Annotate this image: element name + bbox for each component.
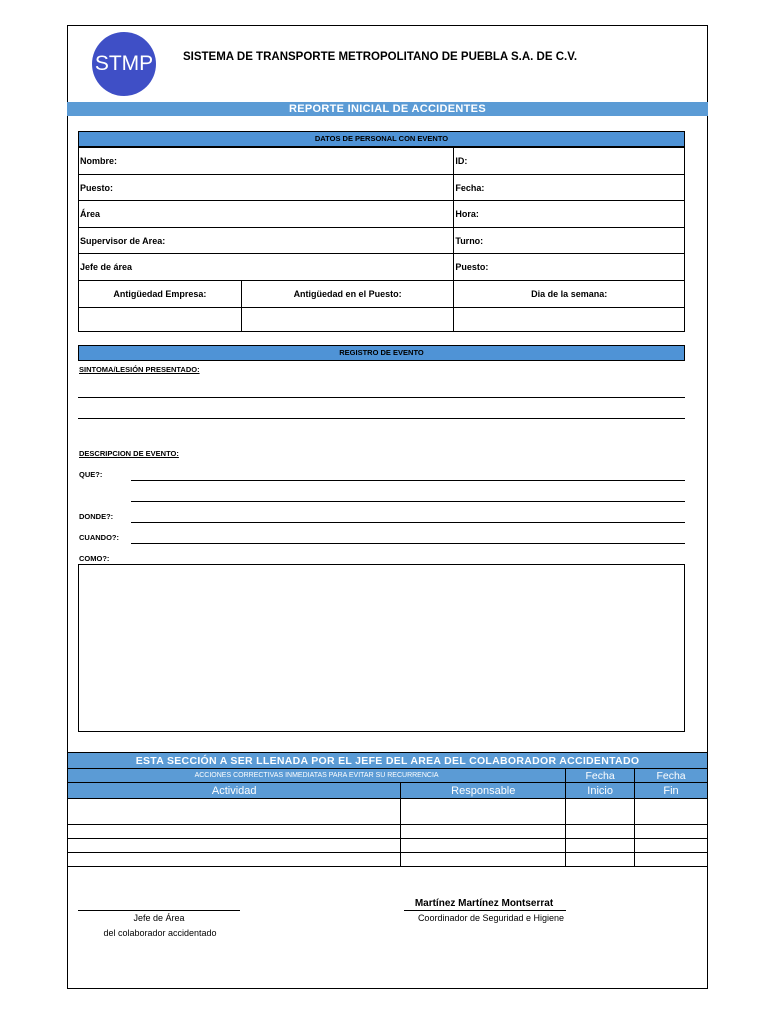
field-fecha[interactable]: Fecha: xyxy=(454,175,685,201)
donde-line[interactable] xyxy=(131,522,685,523)
antiguedad-empresa-input[interactable] xyxy=(79,308,242,332)
company-name: SISTEMA DE TRANSPORTE METROPOLITANO DE PUEBLA S.A. DE C.V. xyxy=(183,51,578,63)
responsable-cell[interactable] xyxy=(401,825,566,839)
registro-section-heading: REGISTRO DE EVENTO xyxy=(78,345,685,361)
actividad-header: Actividad xyxy=(68,783,401,799)
coordinator-role: Coordinador de Seguridad e Higiene xyxy=(417,913,565,923)
sintoma-line-2[interactable] xyxy=(78,418,685,419)
jefe-section-heading: ESTA SECCIÓN A SER LLENADA POR EL JEFE DEL AREA DEL COLABORADOR ACCIDENTADO xyxy=(68,753,708,769)
sintoma-line-1[interactable] xyxy=(78,397,685,398)
donde-label: DONDE?: xyxy=(79,512,114,521)
report-title: REPORTE INICIAL DE ACCIDENTES xyxy=(67,102,708,116)
field-hora[interactable]: Hora: xyxy=(454,201,685,228)
inicio-cell[interactable] xyxy=(566,853,635,867)
acciones-correctivas-table xyxy=(67,752,708,867)
que-line-1[interactable] xyxy=(131,480,685,481)
fin-cell[interactable] xyxy=(635,853,708,867)
fecha-inicio-header: Fecha xyxy=(566,769,635,783)
field-supervisor[interactable]: Supervisor de Area: xyxy=(79,228,454,254)
actividad-cell[interactable] xyxy=(68,839,401,853)
fecha-fin-header: Fecha xyxy=(635,769,708,783)
inicio-cell[interactable] xyxy=(566,825,635,839)
antiguedad-puesto-input[interactable] xyxy=(241,308,454,332)
field-puesto-2[interactable]: Puesto: xyxy=(454,254,685,281)
como-label: COMO?: xyxy=(79,554,110,563)
coordinator-name: Martínez Martínez Montserrat xyxy=(414,898,554,909)
cuando-line[interactable] xyxy=(131,543,685,544)
acciones-subheading: ACCIONES CORRECTIVAS INMEDIATAS PARA EVITAR SU RECURRENCIA xyxy=(68,769,566,783)
field-nombre[interactable]: Nombre: xyxy=(79,148,454,175)
fin-cell[interactable] xyxy=(635,825,708,839)
jefe-signature-sublabel: del colaborador accidentado xyxy=(103,928,217,938)
personal-section-heading: DATOS DE PERSONAL CON EVENTO xyxy=(78,131,685,147)
fin-cell[interactable] xyxy=(635,799,708,825)
coordinator-signature-line[interactable] xyxy=(404,910,566,911)
responsable-header: Responsable xyxy=(401,783,566,799)
stmp-logo: STMP xyxy=(92,32,156,96)
field-turno[interactable]: Turno: xyxy=(454,228,685,254)
table-row xyxy=(68,853,708,867)
personal-table xyxy=(78,147,685,281)
table-row xyxy=(68,825,708,839)
field-area[interactable]: Área xyxy=(79,201,454,228)
antiguedad-table xyxy=(78,280,685,332)
descripcion-label: DESCRIPCION DE EVENTO: xyxy=(79,449,179,458)
field-puesto[interactable]: Puesto: xyxy=(79,175,454,201)
field-id[interactable]: ID: xyxy=(454,148,685,175)
jefe-signature-line[interactable] xyxy=(78,910,240,911)
field-jefe-area[interactable]: Jefe de área xyxy=(79,254,454,281)
dia-semana-label: Dia de la semana: xyxy=(454,281,685,308)
que-line-2[interactable] xyxy=(131,501,685,502)
inicio-cell[interactable] xyxy=(566,839,635,853)
cuando-label: CUANDO?: xyxy=(79,533,119,542)
responsable-cell[interactable] xyxy=(401,853,566,867)
que-label: QUE?: xyxy=(79,470,103,479)
sintoma-label: SINTOMA/LESIÓN PRESENTADO: xyxy=(79,365,200,374)
responsable-cell[interactable] xyxy=(401,839,566,853)
table-row xyxy=(68,799,708,825)
antiguedad-empresa-label: Antigüedad Empresa: xyxy=(79,281,242,308)
actividad-cell[interactable] xyxy=(68,825,401,839)
inicio-header: Inicio xyxy=(566,783,635,799)
table-row xyxy=(68,839,708,853)
antiguedad-puesto-label: Antigüedad en el Puesto: xyxy=(241,281,454,308)
jefe-signature-label: Jefe de Área xyxy=(133,913,185,923)
dia-semana-input[interactable] xyxy=(454,308,685,332)
responsable-cell[interactable] xyxy=(401,799,566,825)
como-textbox[interactable] xyxy=(78,564,685,732)
fin-header: Fin xyxy=(635,783,708,799)
actividad-cell[interactable] xyxy=(68,799,401,825)
fin-cell[interactable] xyxy=(635,839,708,853)
inicio-cell[interactable] xyxy=(566,799,635,825)
actividad-cell[interactable] xyxy=(68,853,401,867)
